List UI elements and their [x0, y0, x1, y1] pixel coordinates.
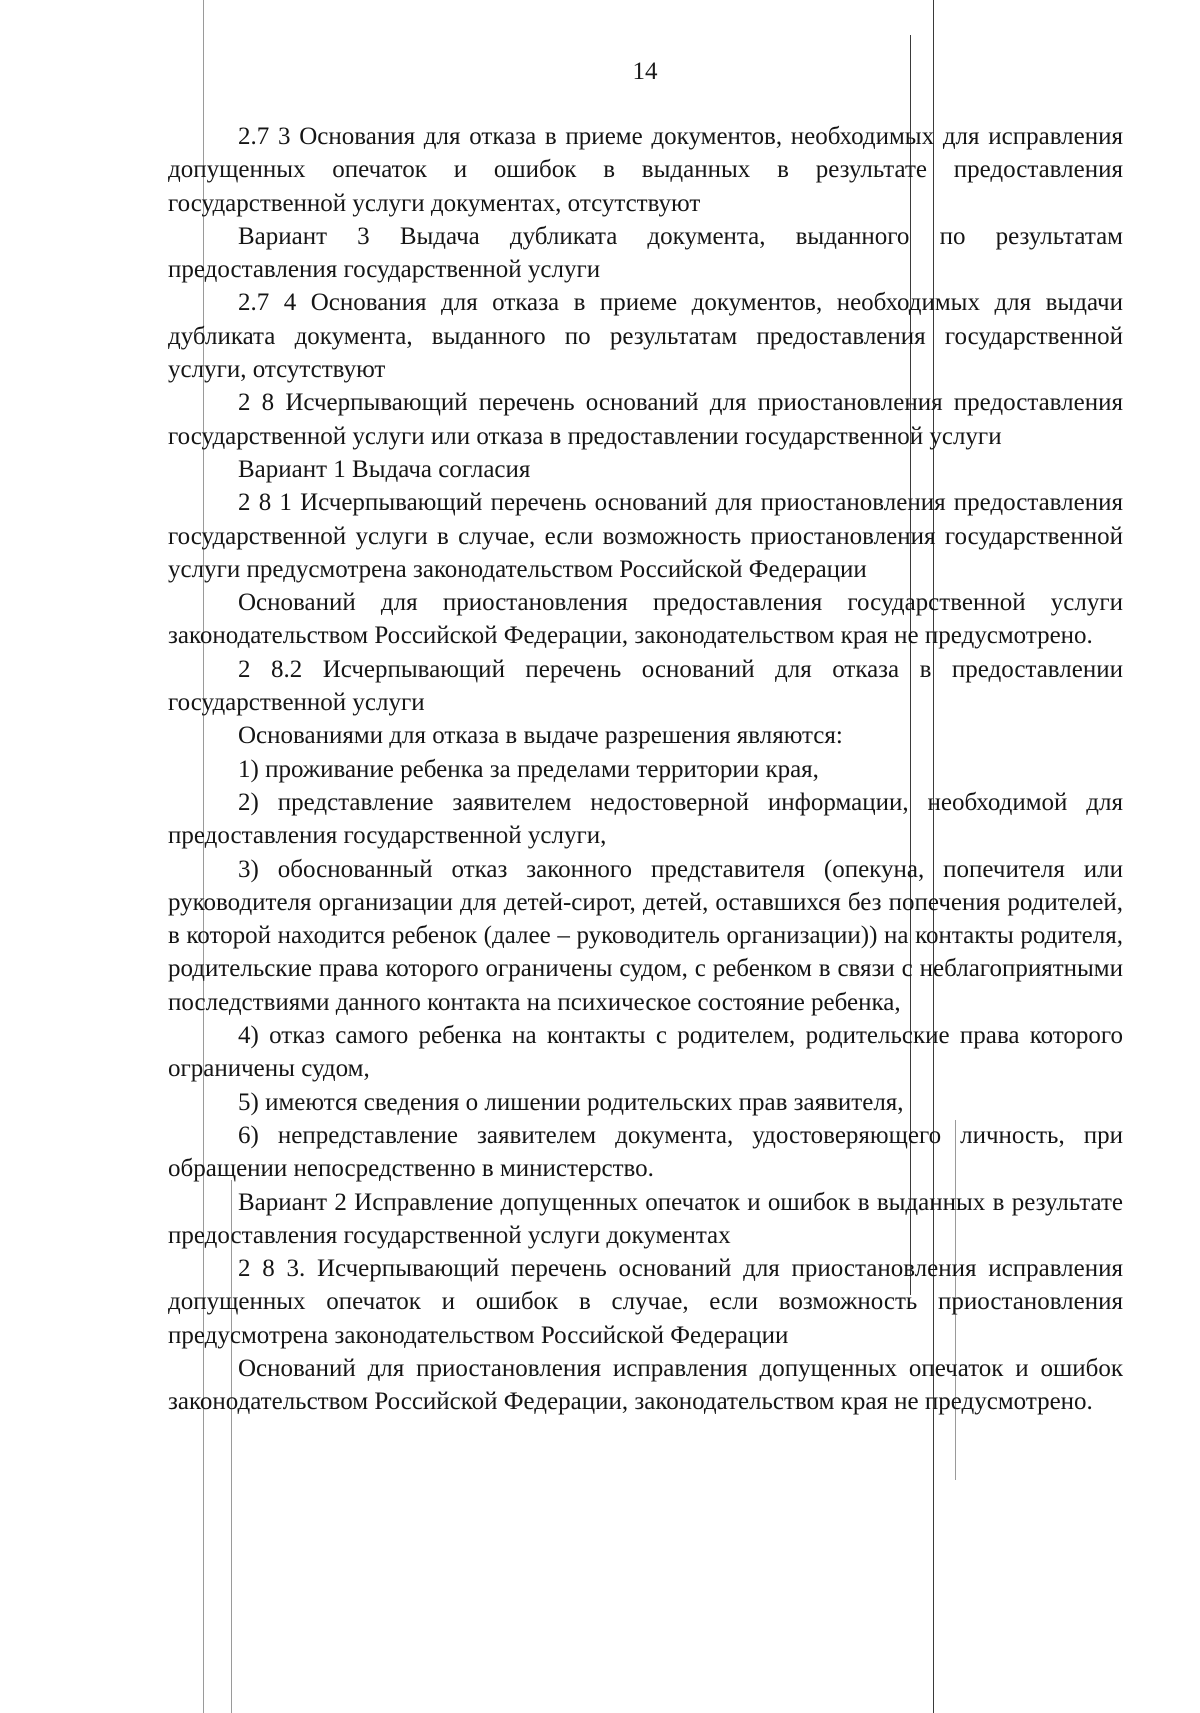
list-item-4: 4) отказ самого ребенка на контакты с родителем, родительские права которого ограничены судом, — [168, 1022, 1123, 1083]
paragraph-variant-3: Вариант 3 Выдача дубликата документа, выданного по результатам предоставления государственной услуги — [168, 222, 1123, 284]
list-item-1: 1) проживание ребенка за пределами территории края, — [238, 755, 819, 783]
paragraph-2-8: 2 8 Исчерпывающий перечень оснований для приостановления предоставления государственной услуги или отказа в предоставлении государственной услуги — [168, 389, 1123, 450]
paragraph-2-8-3: 2 8 3. Исчерпывающий перечень оснований для приостановления исправления допущенных опечаток и ошибок в случае, если возможность приостановления предусмотрена законодательством Российской Федерации — [168, 1255, 1123, 1349]
paragraph-refusal-grounds-intro: Основаниями для отказа в выдаче разрешения являются: — [238, 722, 843, 750]
paragraph-variant-1: Вариант 1 Выдача согласия — [238, 455, 531, 483]
paragraph-variant-2: Вариант 2 Исправление допущенных опечаток и ошибок в выданных в результате предоставления государственной услуги документах — [168, 1188, 1123, 1249]
paragraph-2-8-1: 2 8 1 Исчерпывающий перечень оснований для приостановления предоставления государственной услуги в случае, если возможность приостановления государственной услуги предусмотрена законодательством Российской Федерации — [168, 489, 1123, 583]
paragraph-2-7-3: 2.7 3 Основания для отказа в приеме документов, необходимых для исправления допущенных опечаток и ошибок в выданных в результате предоставления государственной услуги документах, отсутствуют — [168, 123, 1123, 217]
paragraph-2-7-4: 2.7 4 Основания для отказа в приеме документов, необходимых для выдачи дубликата документа, выданного по результатам предоставления государственной услуги, отсутствуют — [168, 289, 1123, 384]
list-item-2: 2) представление заявителем недостоверной информации, необходимой для предоставления государственной услуги, — [168, 788, 1123, 850]
document-body — [168, 120, 1123, 1419]
list-item-3: 3) обоснованный отказ законного представителя (опекуна, попечителя или руководителя организации для детей-сирот, детей, оставшихся без попечения родителей, в которой находится ребенок (далее – руководитель организации)) на контакты родителя, родительские права которого ограничены судом, с ребенком в связи с неблагоприятными последствиями данного контакта на психическое состояние ребенка, — [168, 855, 1123, 1016]
page-number: 14 — [632, 58, 658, 85]
paragraph-no-suspension-grounds: Оснований для приостановления предоставления государственной услуги законодательством Российской Федерации, законодательством края не предусмотрено. — [168, 589, 1123, 650]
list-item-6: 6) непредставление заявителем документа, удостоверяющего личность, при обращении непосредственно в министерство. — [168, 1121, 1123, 1183]
paragraph-2-8-2: 2 8.2 Исчерпывающий перечень оснований для отказа в предоставлении государственной услуги — [168, 655, 1123, 717]
list-item-5: 5) имеются сведения о лишении родительских прав заявителя, — [238, 1088, 904, 1116]
paragraph-no-correction-suspension-grounds: Оснований для приостановления исправления допущенных опечаток и ошибок законодательством Российской Федерации, законодательством края не предусмотрено. — [168, 1354, 1123, 1416]
